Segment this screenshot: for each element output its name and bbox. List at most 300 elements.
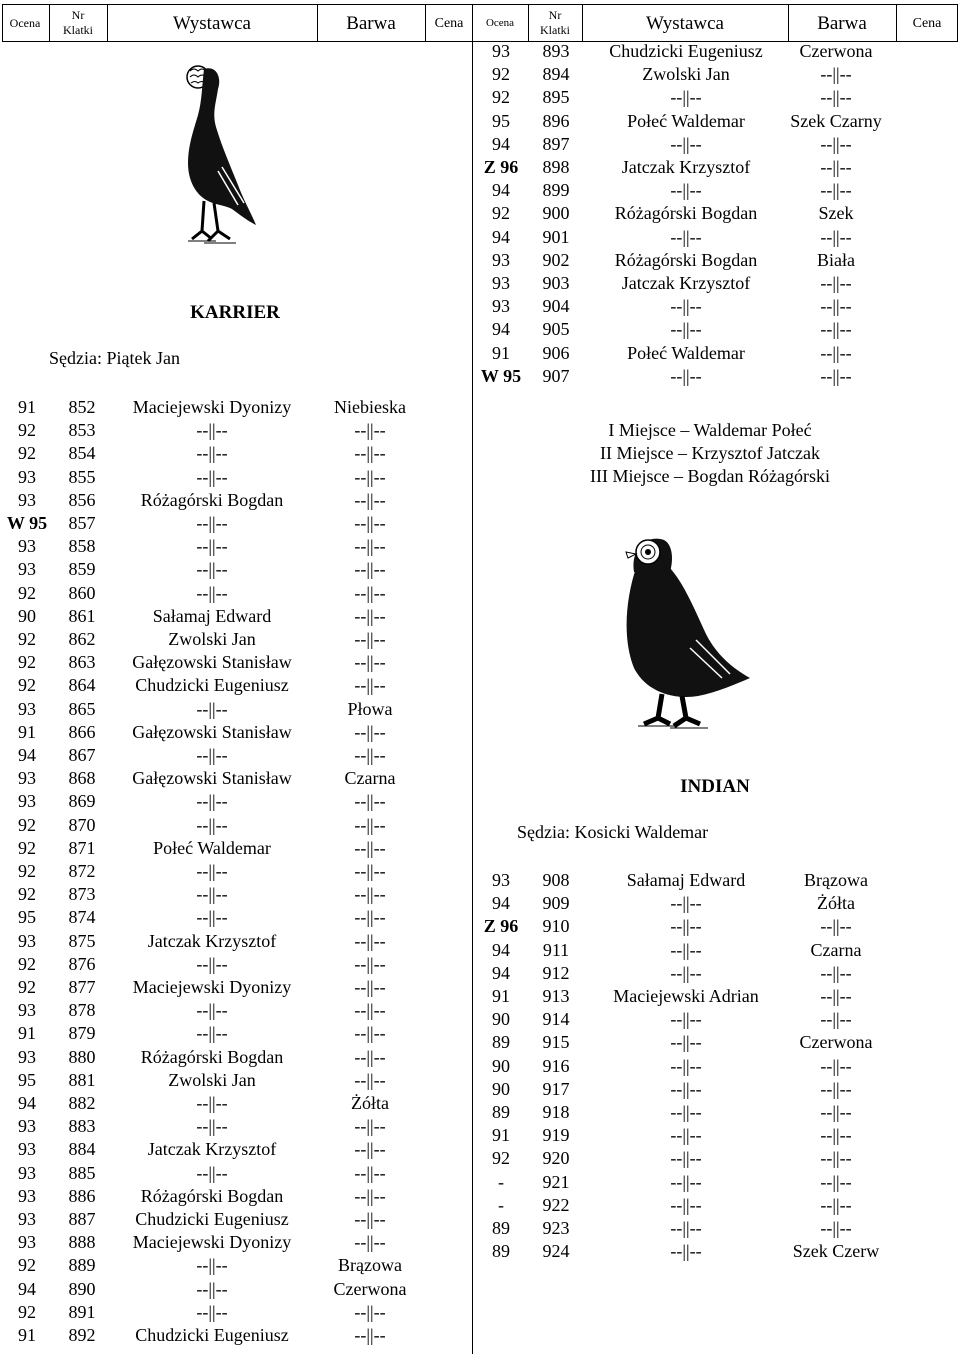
cell-nr: 911	[542, 939, 570, 960]
cell-ocena: 92	[18, 420, 36, 441]
place-first: I Miejsce – Waldemar Połeć	[608, 420, 812, 440]
table-row	[0, 1217, 960, 1240]
cell-wystawca: --||--	[196, 884, 228, 905]
cell-wystawca: Maciejewski Dyonizy	[132, 977, 292, 997]
cell-barwa: --||--	[820, 64, 852, 85]
cell-nr: 864	[68, 675, 96, 696]
cell-barwa: --||--	[354, 1046, 386, 1067]
cell-ocena: 93	[18, 489, 36, 510]
cell-ocena: 92	[18, 629, 36, 649]
table-row	[0, 133, 960, 156]
cell-barwa: --||--	[820, 157, 852, 177]
place-third: III Miejsce – Bogdan Różagórski	[590, 466, 830, 486]
cell-nr: 920	[542, 1148, 570, 1169]
cell-barwa: --||--	[354, 1232, 386, 1253]
table-row	[0, 939, 960, 962]
cell-wystawca: Różagórski Bogdan	[140, 489, 284, 510]
cell-ocena: 91	[18, 721, 36, 742]
cell-barwa: --||--	[820, 87, 852, 108]
cell-barwa: --||--	[354, 1139, 386, 1160]
table-row	[0, 318, 960, 341]
header-wystawca: Wystawca	[173, 12, 251, 34]
cell-wystawca: --||--	[670, 133, 702, 154]
table-row	[0, 202, 960, 225]
table-row	[0, 1147, 960, 1170]
cell-nr: 858	[68, 536, 96, 557]
cell-ocena: 93	[18, 1185, 36, 1206]
table-row	[0, 605, 960, 628]
header-divider	[425, 4, 426, 41]
cell-wystawca: --||--	[196, 745, 228, 765]
cell-ocena: 93	[18, 768, 36, 789]
cell-barwa: --||--	[820, 916, 852, 937]
table-row	[0, 1324, 960, 1347]
cell-nr: 895	[542, 87, 570, 108]
cell-nr: 879	[68, 1023, 96, 1044]
cell-nr: 921	[542, 1171, 570, 1192]
cell-wystawca: --||--	[670, 365, 702, 386]
cell-nr: 856	[68, 489, 96, 510]
cell-nr: 896	[542, 110, 570, 131]
cell-barwa: Czerwona	[799, 1032, 873, 1053]
cell-barwa: --||--	[354, 1023, 386, 1044]
cell-barwa: --||--	[354, 489, 386, 510]
table-row	[0, 985, 960, 1008]
cell-ocena: Z 96	[483, 916, 519, 937]
cell-barwa: --||--	[354, 861, 386, 881]
cell-ocena: 93	[492, 870, 510, 890]
cell-wystawca: --||--	[196, 698, 228, 719]
cell-ocena: 93	[18, 1162, 36, 1183]
cell-wystawca: --||--	[196, 1000, 228, 1021]
cell-barwa: --||--	[354, 536, 386, 557]
cell-ocena: 93	[492, 296, 510, 317]
cell-wystawca: --||--	[196, 1162, 228, 1183]
cell-wystawca: --||--	[670, 893, 702, 914]
cell-ocena: 92	[18, 814, 36, 835]
cell-wystawca: --||--	[670, 87, 702, 108]
cell-ocena: 94	[18, 1278, 36, 1299]
cell-wystawca: --||--	[670, 1125, 702, 1146]
cell-barwa: --||--	[820, 1171, 852, 1192]
cell-wystawca: --||--	[670, 1055, 702, 1076]
cell-ocena: 92	[18, 1301, 36, 1322]
cell-nr: 884	[68, 1139, 96, 1160]
cell-barwa: Brązowa	[804, 870, 868, 890]
cell-nr: 905	[542, 319, 570, 340]
cell-wystawca: --||--	[670, 1218, 702, 1238]
cell-ocena: 89	[492, 1218, 510, 1238]
cell-nr: 878	[68, 1000, 96, 1021]
cell-nr: 910	[542, 916, 570, 937]
cell-nr: 889	[68, 1255, 96, 1276]
table-row	[0, 1031, 960, 1054]
header-ocena: Ocena	[485, 16, 515, 29]
cell-nr: 854	[68, 443, 96, 464]
cell-nr: 915	[542, 1032, 570, 1053]
cell-ocena: 92	[492, 203, 510, 224]
cell-barwa: --||--	[354, 605, 386, 626]
cell-nr: 913	[542, 986, 570, 1006]
cell-barwa: Żółta	[351, 1093, 389, 1113]
cell-barwa: Żółta	[817, 893, 855, 914]
cell-ocena: 94	[492, 319, 510, 340]
indian-judge: Sędzia: Kosicki Waldemar	[517, 822, 709, 842]
table-row	[0, 40, 960, 63]
cell-nr: 908	[542, 870, 570, 890]
cell-ocena: 94	[492, 226, 510, 247]
cell-barwa: --||--	[354, 884, 386, 905]
cell-ocena: 89	[492, 1241, 510, 1262]
cell-nr: 924	[542, 1241, 570, 1262]
cell-wystawca: --||--	[670, 1148, 702, 1169]
cell-ocena: 93	[492, 41, 510, 61]
cell-nr: 872	[68, 861, 96, 881]
cell-ocena: 95	[18, 907, 36, 928]
cell-nr: 868	[68, 768, 96, 789]
table-row	[0, 86, 960, 109]
cell-ocena: 92	[18, 837, 36, 858]
cell-nr: 919	[542, 1125, 570, 1146]
cell-ocena: 91	[492, 342, 510, 363]
cell-nr: 871	[68, 837, 96, 858]
cell-ocena: 90	[492, 1055, 510, 1076]
cell-wystawca: Połeć Waldemar	[153, 837, 271, 858]
header-nr: Nr	[548, 8, 562, 22]
cell-wystawca: --||--	[670, 1171, 702, 1192]
cell-barwa: --||--	[820, 1194, 852, 1215]
cell-nr: 899	[542, 180, 570, 201]
cell-wystawca: --||--	[670, 180, 702, 201]
table-header-right	[472, 4, 958, 42]
table-row	[0, 1171, 960, 1194]
cell-ocena: W 95	[480, 365, 522, 386]
cell-barwa: --||--	[820, 319, 852, 340]
table-row	[0, 651, 960, 674]
cell-barwa: --||--	[820, 986, 852, 1006]
cell-nr: 885	[68, 1162, 96, 1183]
cell-ocena: 92	[18, 884, 36, 905]
cell-wystawca: Jatczak Krzysztof	[147, 1139, 277, 1160]
cell-barwa: --||--	[354, 907, 386, 928]
cell-nr: 901	[542, 226, 570, 247]
cell-nr: 887	[68, 1209, 96, 1229]
cell-ocena: 93	[18, 791, 36, 812]
cell-barwa: --||--	[354, 559, 386, 580]
cell-wystawca: --||--	[196, 559, 228, 580]
cell-barwa: Biała	[817, 249, 855, 270]
cell-nr: 861	[68, 605, 96, 626]
cell-nr: 898	[542, 157, 570, 177]
header-divider	[582, 4, 583, 41]
header-cena: Cena	[912, 15, 942, 31]
table-row	[0, 698, 960, 721]
table-row	[0, 249, 960, 272]
karrier-title: KARRIER	[190, 302, 280, 323]
cell-nr: 890	[68, 1278, 96, 1299]
cell-ocena: 94	[492, 893, 510, 914]
cell-barwa: --||--	[354, 1069, 386, 1090]
table-row	[0, 1101, 960, 1124]
cell-wystawca: --||--	[670, 296, 702, 317]
cell-wystawca: --||--	[670, 1009, 702, 1030]
cell-nr: 862	[68, 629, 96, 649]
cell-nr: 922	[542, 1194, 570, 1215]
cell-nr: 891	[68, 1301, 96, 1322]
cell-wystawca: --||--	[196, 536, 228, 557]
cell-barwa: --||--	[820, 1102, 852, 1122]
header-divider	[528, 4, 529, 41]
cell-barwa: --||--	[354, 1185, 386, 1206]
table-row	[0, 814, 960, 837]
header-divider	[957, 4, 958, 41]
cell-barwa: --||--	[354, 443, 386, 464]
cell-nr: 900	[542, 203, 570, 224]
cell-wystawca: --||--	[196, 420, 228, 441]
cell-nr: 870	[68, 814, 96, 835]
cell-barwa: --||--	[820, 1148, 852, 1169]
cell-wystawca: Gałęzowski Stanisław	[132, 652, 292, 673]
cell-nr: 923	[542, 1218, 570, 1238]
cell-ocena: 91	[18, 397, 36, 417]
cell-wystawca: --||--	[196, 1023, 228, 1044]
cell-wystawca: Różagórski Bogdan	[614, 203, 758, 224]
table-row	[0, 295, 960, 318]
cell-ocena: 94	[492, 939, 510, 960]
cell-barwa: --||--	[820, 133, 852, 154]
table-row	[0, 63, 960, 86]
cell-ocena: 92	[18, 443, 36, 464]
table-row	[0, 1008, 960, 1031]
cell-nr: 897	[542, 133, 570, 154]
table-row	[0, 1301, 960, 1324]
cell-wystawca: Maciejewski Adrian	[613, 986, 759, 1006]
cell-wystawca: --||--	[196, 466, 228, 487]
cell-wystawca: --||--	[196, 513, 228, 533]
cell-nr: 888	[68, 1232, 96, 1253]
cell-ocena: 92	[18, 861, 36, 881]
cell-nr: 869	[68, 791, 96, 812]
table-row	[0, 744, 960, 767]
table-row	[0, 1240, 960, 1263]
cell-ocena: 90	[18, 605, 36, 626]
cell-barwa: --||--	[354, 791, 386, 812]
cell-barwa: --||--	[820, 365, 852, 386]
cell-wystawca: --||--	[196, 582, 228, 603]
header-divider	[2, 4, 3, 41]
cell-nr: 912	[542, 962, 570, 983]
cell-nr: 865	[68, 698, 96, 719]
cell-barwa: --||--	[820, 962, 852, 983]
cell-ocena: 92	[492, 87, 510, 108]
cell-ocena: 93	[492, 273, 510, 293]
cell-ocena: 92	[18, 1255, 36, 1276]
cell-ocena: 95	[18, 1069, 36, 1090]
cell-wystawca: Zwolski Jan	[168, 1069, 256, 1090]
header-nr: Nr	[71, 8, 85, 22]
cell-nr: 866	[68, 721, 96, 742]
table-row	[0, 582, 960, 605]
cell-ocena: 90	[492, 1078, 510, 1099]
cell-wystawca: --||--	[196, 861, 228, 881]
cell-wystawca: --||--	[196, 1278, 228, 1299]
cell-wystawca: Chudzicki Eugeniusz	[135, 675, 289, 696]
cell-wystawca: Gałęzowski Stanisław	[132, 768, 292, 789]
cell-ocena: 93	[492, 249, 510, 270]
cell-wystawca: --||--	[196, 1116, 228, 1137]
table-row	[0, 628, 960, 651]
cell-barwa: --||--	[354, 420, 386, 441]
header-wystawca: Wystawca	[646, 12, 724, 34]
cell-barwa: Szek Czerw	[792, 1241, 880, 1262]
indian-pigeon-image	[612, 528, 752, 738]
header-nr-klatki	[50, 5, 106, 41]
cell-ocena: 92	[18, 977, 36, 997]
cell-barwa: --||--	[354, 466, 386, 487]
cell-ocena: 92	[18, 582, 36, 603]
header-divider	[896, 4, 897, 41]
cell-barwa: Czerwona	[799, 41, 873, 61]
cell-barwa: Płowa	[347, 698, 393, 719]
cell-wystawca: --||--	[196, 443, 228, 464]
cell-ocena: 91	[492, 1125, 510, 1146]
cell-nr: 894	[542, 64, 570, 85]
cell-ocena: 94	[492, 133, 510, 154]
cell-nr: 857	[68, 513, 96, 533]
cell-ocena: 92	[492, 64, 510, 85]
cell-wystawca: Chudzicki Eugeniusz	[135, 1325, 289, 1345]
table-row	[0, 535, 960, 558]
table-row	[0, 915, 960, 938]
cell-wystawca: Różagórski Bogdan	[140, 1046, 284, 1067]
cell-ocena: 93	[18, 1000, 36, 1021]
table-row	[0, 512, 960, 535]
cell-ocena: 94	[492, 180, 510, 201]
header-klatki: Klatki	[540, 23, 570, 37]
cell-wystawca: --||--	[196, 907, 228, 928]
cell-wystawca: --||--	[670, 226, 702, 247]
table-row	[0, 110, 960, 133]
table-row	[0, 1124, 960, 1147]
cell-barwa: --||--	[820, 1125, 852, 1146]
header-divider	[49, 4, 50, 41]
cell-barwa: --||--	[820, 1055, 852, 1076]
cell-ocena: 93	[18, 536, 36, 557]
cell-barwa: --||--	[354, 629, 386, 649]
header-klatki: Klatki	[63, 23, 93, 37]
table-header-left	[2, 4, 472, 42]
cell-wystawca: Zwolski Jan	[168, 629, 256, 649]
cell-wystawca: Połeć Waldemar	[627, 342, 745, 363]
cell-nr: 876	[68, 953, 96, 974]
cell-nr: 909	[542, 893, 570, 914]
cell-nr: 883	[68, 1116, 96, 1137]
cell-ocena: 94	[18, 745, 36, 765]
cell-nr: 918	[542, 1102, 570, 1122]
cell-nr: 906	[542, 342, 570, 363]
cell-wystawca: Chudzicki Eugeniusz	[135, 1209, 289, 1229]
cell-ocena: 94	[18, 1093, 36, 1113]
cell-wystawca: --||--	[196, 791, 228, 812]
cell-barwa: --||--	[354, 1325, 386, 1345]
cell-wystawca: Różagórski Bogdan	[614, 249, 758, 270]
cell-wystawca: Gałęzowski Stanisław	[132, 721, 292, 742]
cell-wystawca: Sałamaj Edward	[626, 870, 746, 890]
cell-wystawca: Połeć Waldemar	[627, 110, 745, 131]
cell-wystawca: --||--	[196, 1301, 228, 1322]
table-row	[0, 365, 960, 388]
cell-barwa: --||--	[820, 1218, 852, 1238]
cell-wystawca: --||--	[670, 916, 702, 937]
table-row	[0, 790, 960, 813]
cell-wystawca: --||--	[670, 319, 702, 340]
cell-wystawca: --||--	[670, 1194, 702, 1215]
cell-nr: 853	[68, 420, 96, 441]
karrier-judge: Sędzia: Piątek Jan	[49, 348, 180, 368]
cell-nr: 886	[68, 1185, 96, 1206]
cell-ocena: W 95	[6, 513, 48, 533]
cell-ocena: 93	[18, 1046, 36, 1067]
cell-wystawca: --||--	[196, 814, 228, 835]
cell-ocena: 93	[18, 1139, 36, 1160]
cell-barwa: --||--	[354, 1116, 386, 1137]
cell-barwa: --||--	[354, 721, 386, 742]
table-row	[0, 892, 960, 915]
cell-ocena: 93	[18, 930, 36, 951]
cell-barwa: Brązowa	[338, 1255, 402, 1276]
cell-ocena: 93	[18, 698, 36, 719]
cell-ocena: 94	[492, 962, 510, 983]
cell-barwa: --||--	[820, 180, 852, 201]
cell-nr: 867	[68, 745, 96, 765]
table-row	[0, 489, 960, 512]
table-row	[0, 396, 960, 419]
table-row	[0, 767, 960, 790]
cell-nr: 863	[68, 652, 96, 673]
table-row	[0, 1055, 960, 1078]
cell-nr: 881	[68, 1069, 96, 1090]
cell-nr: 877	[68, 977, 96, 997]
cell-ocena: 90	[492, 1009, 510, 1030]
cell-nr: 916	[542, 1055, 570, 1076]
cell-wystawca: Różagórski Bogdan	[140, 1185, 284, 1206]
table-row	[0, 156, 960, 179]
cell-nr: 875	[68, 930, 96, 951]
cell-barwa: --||--	[354, 953, 386, 974]
cell-nr: 855	[68, 466, 96, 487]
cell-wystawca: --||--	[196, 1255, 228, 1276]
cell-wystawca: Jatczak Krzysztof	[621, 273, 751, 293]
cell-ocena: 91	[18, 1023, 36, 1044]
cell-barwa: --||--	[354, 837, 386, 858]
cell-ocena: 93	[18, 466, 36, 487]
cell-ocena: 92	[492, 1148, 510, 1169]
cell-barwa: --||--	[354, 582, 386, 603]
cell-barwa: Szek Czarny	[790, 110, 882, 131]
cell-barwa: --||--	[820, 342, 852, 363]
cell-ocena: 92	[18, 652, 36, 673]
table-row	[0, 1078, 960, 1101]
cell-ocena: 93	[18, 1232, 36, 1253]
cell-barwa: --||--	[820, 226, 852, 247]
cell-wystawca: Maciejewski Dyonizy	[132, 397, 292, 417]
cell-wystawca: --||--	[670, 1241, 702, 1262]
cell-barwa: --||--	[354, 513, 386, 533]
cell-nr: 893	[542, 41, 570, 61]
header-nr-klatki	[528, 5, 582, 41]
cell-barwa: --||--	[354, 1209, 386, 1229]
cell-wystawca: Sałamaj Edward	[152, 605, 272, 626]
